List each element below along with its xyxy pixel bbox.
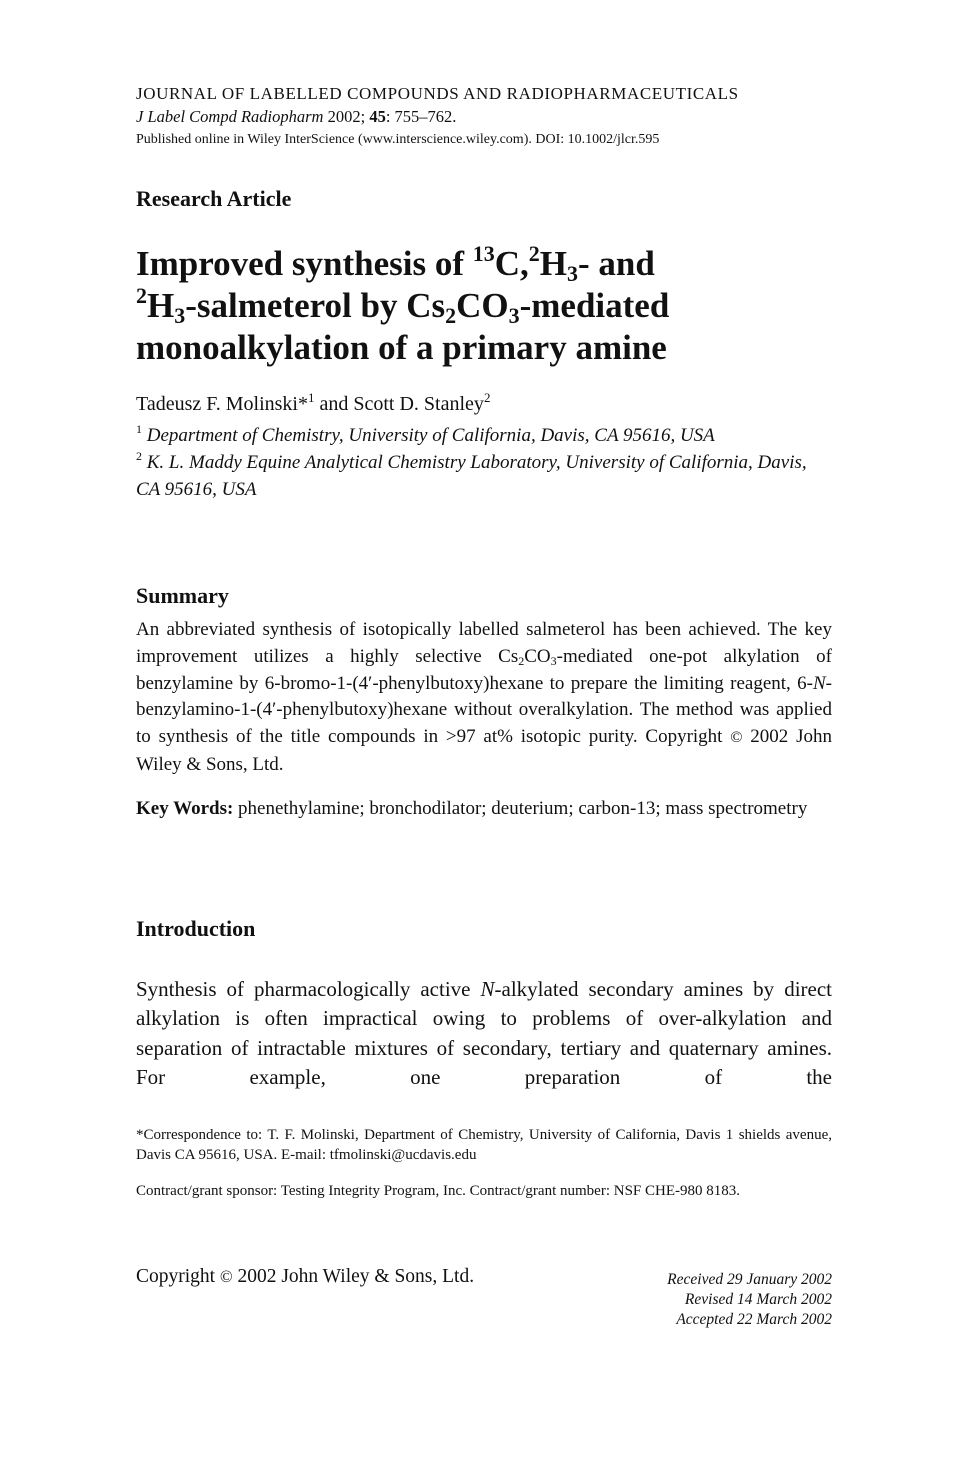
citation-volume: 45: [369, 107, 386, 126]
introduction-text: [136, 975, 832, 1092]
introduction-heading: Introduction: [136, 916, 256, 941]
title-text: Improved synthesis of: [136, 244, 473, 283]
journal-name: JOURNAL OF LABELLED COMPOUNDS AND RADIOPHARMACEUTICALS: [136, 84, 739, 103]
summary-fragment: CO: [524, 645, 551, 667]
title-sub: 3: [174, 303, 186, 328]
title-sup: 2: [136, 283, 147, 308]
summary-fragment: An abbreviated synthesis of isotopically labelled salmeterol has been achieved. The key improvement utilizes a highly selective Cs: [136, 619, 832, 667]
citation-year: 2002;: [327, 107, 366, 126]
title-line-2: [136, 285, 832, 327]
affiliation: [136, 422, 832, 449]
title-sub: 3: [567, 261, 579, 286]
summary-fragment: 2002 John Wiley & Sons, Ltd.: [136, 726, 832, 775]
correspondence-footnote: *Correspondence to: T. F. Molinski, Department of Chemistry, University of California, Davis 1 shields avenue, Davis CA 95616, USA. E-mail: tfmolinski@ucdavis.edu: [136, 1127, 832, 1163]
summary-fragment: -mediated one-pot alkylation of benzylamine by 6-bromo-1-(4′-phenylbutoxy)hexane to prepare the limiting reagent, 6-: [136, 645, 832, 694]
title-line-3: monoalkylation of a primary amine: [136, 328, 667, 367]
title-text: - and: [578, 244, 655, 283]
title-sub: 2: [445, 303, 457, 328]
summary-italic: N: [812, 672, 826, 694]
citation-line: [136, 107, 832, 127]
title-text: -mediated: [519, 286, 670, 325]
summary-fragment: -benzylamino-1-(4′-phenylbutoxy)hexane without overalkylation. The method was applied to synthesis of the title compounds in >97 at% isotopic purity. Copyright: [136, 672, 832, 748]
intro-fragment: Synthesis of pharmacologically active: [136, 977, 481, 1001]
article-title: [136, 243, 832, 369]
keywords-label: Key Words:: [136, 798, 234, 819]
intro-italic: N: [480, 977, 495, 1001]
author-list: [136, 390, 832, 416]
intro-fragment: -alkylated secondary amines by direct alkylation is often impractical owing to problems of over-alkylation and separation of intractable mixtures of secondary, tertiary and quaternary amines. For example, one preparation of the: [136, 977, 832, 1089]
received-date: Received 29 January 2002: [667, 1271, 832, 1288]
article-dates: [532, 1270, 832, 1330]
summary-sub: 3: [550, 653, 557, 668]
title-text: CO: [456, 286, 509, 325]
title-sup: 2: [528, 241, 540, 266]
author-name: and Scott D. Stanley: [314, 393, 484, 415]
copyright-icon: ©: [730, 729, 743, 747]
copyright-text: Copyright: [136, 1266, 220, 1287]
title-text: H: [147, 286, 175, 325]
summary-sub: 2: [518, 653, 525, 668]
author-sup: 2: [483, 390, 491, 405]
summary-heading: Summary: [136, 583, 229, 608]
title-sub: 3: [508, 303, 520, 328]
keywords: [136, 796, 832, 823]
title-text: -salmeterol by Cs: [185, 286, 446, 325]
title-text: C,: [494, 244, 529, 283]
footer-copyright: [136, 1266, 556, 1288]
author-sup: 1: [308, 390, 315, 405]
author-name: Tadeusz F. Molinski*: [136, 393, 308, 415]
keywords-text: phenethylamine; bronchodilator; deuterium; carbon-13; mass spectrometry: [233, 798, 808, 819]
revised-date: Revised 14 March 2002: [684, 1291, 832, 1308]
sponsor-footnote: Contract/grant sponsor: Testing Integrity Program, Inc. Contract/grant number: NSF CHE-980 8183.: [136, 1183, 740, 1199]
citation-pages: : 755–762.: [385, 107, 457, 126]
affiliation-text: K. L. Maddy Equine Analytical Chemistry Laboratory, University of California, Davis, CA 95616, USA: [136, 452, 807, 500]
copyright-icon: ©: [219, 1267, 233, 1286]
affiliation-sup: 1: [136, 422, 142, 436]
citation-journal: J Label Compd Radiopharm: [136, 107, 324, 126]
affiliation: [136, 449, 832, 503]
summary-text: [136, 617, 832, 779]
published-online: Published online in Wiley InterScience (www.interscience.wiley.com). DOI: 10.1002/jlcr.595: [136, 132, 660, 147]
affiliation-text: Department of Chemistry, University of California, Davis, CA 95616, USA: [146, 425, 715, 446]
affiliation-sup: 2: [136, 449, 142, 463]
section-label: Research Article: [136, 186, 292, 211]
title-sup: 13: [472, 241, 495, 266]
title-line-1: [136, 243, 832, 285]
title-text: H: [539, 244, 568, 283]
accepted-date: Accepted 22 March 2002: [676, 1311, 832, 1328]
copyright-text: 2002 John Wiley & Sons, Ltd.: [232, 1266, 475, 1287]
